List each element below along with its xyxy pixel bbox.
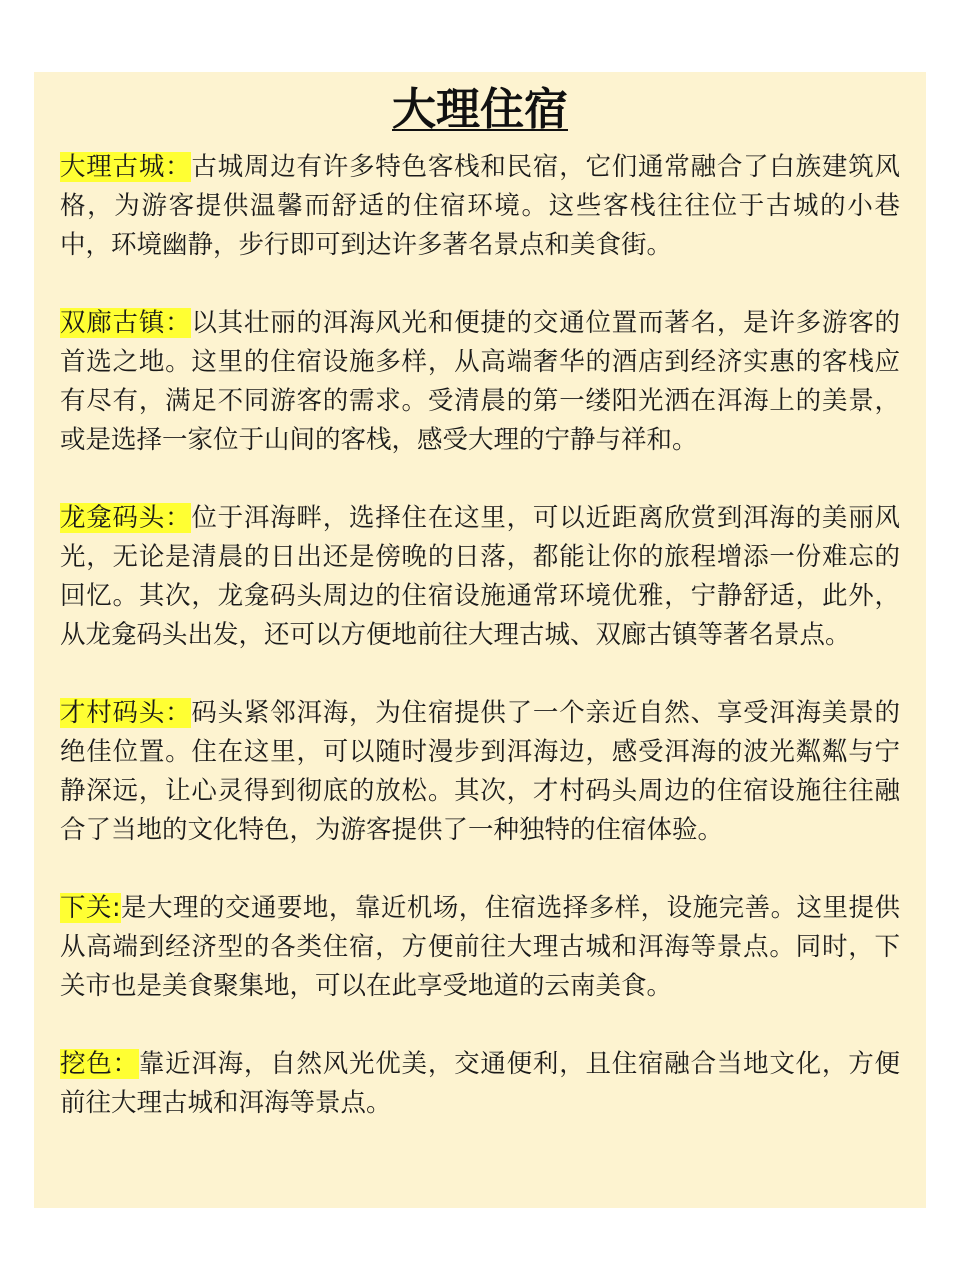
section-label: 大理古城： [60,152,192,182]
section-caicun-pier [60,694,900,850]
page-title-text: 大理住宿 [392,84,568,135]
document-sheet [34,72,926,1208]
section-text: 码头紧邻洱海，为住宿提供了一个亲近自然、享受洱海美景的绝佳位置。住在这里，可以随时漫步到洱海边，感受洱海的波光粼粼与宁静深远，让心灵得到彻底的放松。其次，才村码头周边的住宿设施往往融合了当地的文化特色，为游客提供了一种独特的住宿体验。 [60,698,900,845]
section-text: 古城周边有许多特色客栈和民宿，它们通常融合了白族建筑风格，为游客提供温馨而舒适的住宿环境。这些客栈往往位于古城的小巷中，环境幽静，步行即可到达许多著名景点和美食街。 [60,152,900,260]
section-xiaguan [60,889,900,1006]
page-title [60,82,900,138]
section-text: 靠近洱海，自然风光优美，交通便利，且住宿融合当地文化，方便前往大理古城和洱海等景点。 [60,1049,900,1118]
section-text: 位于洱海畔，选择住在这里，可以近距离欣赏到洱海的美丽风光，无论是清晨的日出还是傍晚的日落，都能让你的旅程增添一份难忘的回忆。其次，龙龛码头周边的住宿设施通常环境优雅，宁静舒适，此外，从龙龛码头出发，还可以方便地前往大理古城、双廊古镇等著名景点。 [60,503,900,650]
section-label: 双廊古镇： [60,308,192,338]
section-longkan-pier [60,499,900,655]
section-shuanglang [60,304,900,460]
section-text: 是大理的交通要地，靠近机场，住宿选择多样，设施完善。这里提供从高端到经济型的各类住宿，方便前往大理古城和洱海等景点。同时，下关市也是美食聚集地，可以在此享受地道的云南美食。 [60,893,900,1001]
section-label: 挖色： [60,1049,139,1079]
section-label: 下关: [60,893,121,923]
section-label: 龙龛码头： [60,503,192,533]
section-wase [60,1045,900,1123]
section-label: 才村码头： [60,698,192,728]
section-dali-old-town [60,148,900,265]
section-text: 以其壮丽的洱海风光和便捷的交通位置而著名，是许多游客的首选之地。这里的住宿设施多样，从高端奢华的酒店到经济实惠的客栈应有尽有，满足不同游客的需求。受清晨的第一缕阳光洒在洱海上的美景，或是选择一家位于山间的客栈，感受大理的宁静与祥和。 [60,308,900,455]
